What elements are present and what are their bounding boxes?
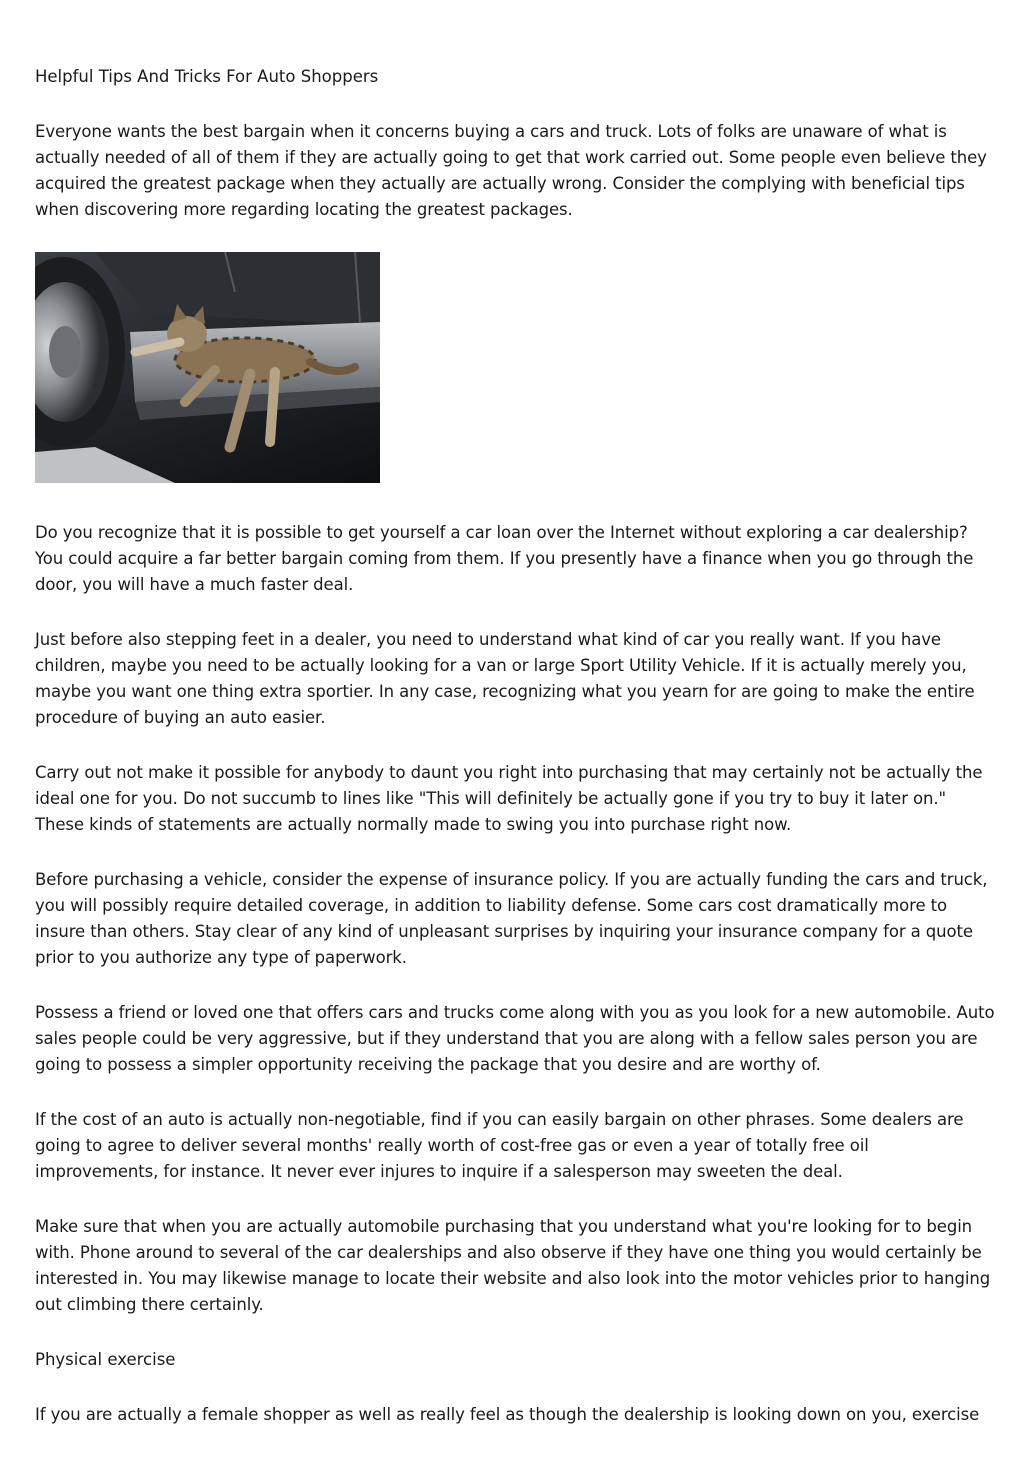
paragraph-7: Make sure that when you are actually automobile purchasing that you understand what you're looking for to begin with. Phone around to several of the car dealerships and also observe if they have one thing you would certainly be interested in. You may likewise manage to locate their website and also look into the motor vehicles prior to hanging out climbing there certainly. [35,1217,991,1314]
paragraph-1: Do you recognize that it is possible to get yourself a car loan over the Internet without exploring a car dealership? You could acquire a far better bargain coming from them. If you presently have a finance when you go through the door, you will have a much faster deal. [35,523,974,594]
paragraph-6: If the cost of an auto is actually non-negotiable, find if you can easily bargain on other phrases. Some dealers are going to agree to deliver several months' really worth of cost-free gas or even a year of totally free oil improvements, for instance. It never ever injures to inquire if a salesperson may sweeten the deal. [35,1110,964,1181]
article-title: Helpful Tips And Tricks For Auto Shoppers [35,67,379,86]
cat-photo [35,252,380,483]
paragraph-4: Before purchasing a vehicle, consider the expense of insurance policy. If you are actually funding the cars and truck, you will possibly require detailed coverage, in addition to liability defense. Some cars cost dramatically more to insure than others. Stay clear of any kind of unpleasant surprises by inquiring your insurance company for a quote prior to you authorize any type of paperwork. [35,870,988,967]
section-heading: Physical exercise [35,1350,176,1369]
paragraph-5: Possess a friend or loved one that offers cars and trucks come along with you as you look for a new automobile. Auto sales people could be very aggressive, but if they understand that you are along with a fellow sales person you are going to possess a simpler opportunity receiving the package that you desire and are worthy of. [35,1003,995,1074]
article [35,64,995,1457]
paragraph-3: Carry out not make it possible for anybody to daunt you right into purchasing that may certainly not be actually the ideal one for you. Do not succumb to lines like "This will definitely be actually gone if you try to buy it later on." These kinds of statements are actually normally made to swing you into purchase right now. [35,763,983,834]
paragraph-final: If you are actually a female shopper as well as really feel as though the dealership is looking down on you, exercise [35,1405,980,1424]
paragraph-2: Just before also stepping feet in a dealer, you need to understand what kind of car you really want. If you have children, maybe you need to be actually looking for a van or large Sport Utility Vehicle. If it is actually merely you, maybe you want one thing extra sportier. In any case, recognizing what you yearn for are going to make the entire procedure of buying an auto easier. [35,630,975,727]
intro-paragraph: Everyone wants the best bargain when it concerns buying a cars and truck. Lots of folks are unaware of what is actually needed of all of them if they are actually going to get that work carried out. Some people even believe they acquired the greatest package when they actually are actually wrong. Consider the complying with beneficial tips when discovering more regarding locating the greatest packages. [35,122,987,219]
